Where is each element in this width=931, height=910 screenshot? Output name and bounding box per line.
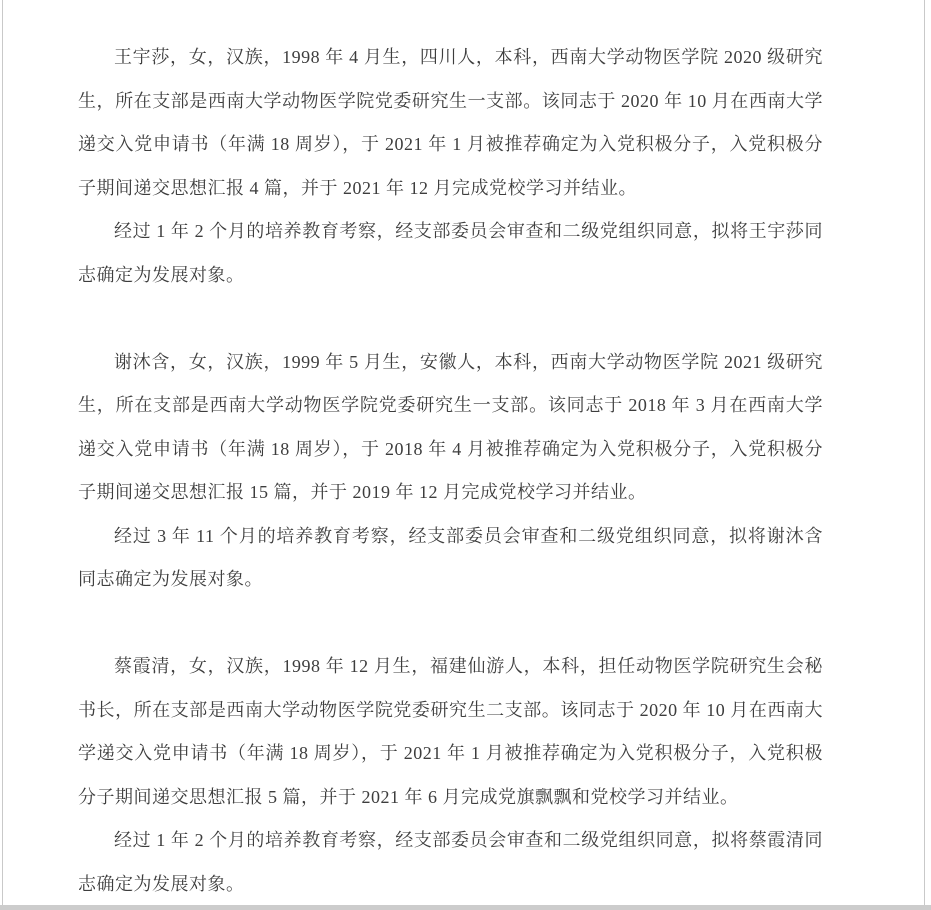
document-body bbox=[78, 36, 823, 906]
paragraph bbox=[78, 210, 823, 297]
paragraph bbox=[78, 645, 823, 819]
text-line: 分子期间递交思想汇报 5 篇，并于 2021 年 6 月完成党旗飘飘和党校学习并结业。 bbox=[78, 786, 739, 807]
record-block bbox=[78, 341, 823, 602]
text-line: 蔡霞清，女，汉族，1998 年 12 月生，福建仙游人，本科，担任动物医学院研究生会秘 bbox=[114, 656, 823, 676]
text-line: 子期间递交思想汇报 4 篇，并于 2021 年 12 月完成党校学习并结业。 bbox=[78, 177, 637, 198]
paragraph bbox=[78, 515, 823, 602]
text-line: 志确定为发展对象。 bbox=[78, 264, 245, 285]
text-line: 同志确定为发展对象。 bbox=[78, 569, 263, 589]
text-line: 生，所在支部是西南大学动物医学院党委研究生一支部。该同志于 2020 年 10 月在西南大学 bbox=[78, 90, 823, 111]
text-line: 志确定为发展对象。 bbox=[78, 873, 245, 894]
page-right-edge-line bbox=[924, 0, 925, 910]
text-line: 递交入党申请书（年满 18 周岁），于 2018 年 4 月被推荐确定为入党积极分子，入党积极分 bbox=[78, 438, 823, 459]
text-line: 学递交入党申请书（年满 18 周岁），于 2021 年 1 月被推荐确定为入党积极分子，入党积极 bbox=[78, 743, 823, 763]
text-line: 递交入党申请书（年满 18 周岁），于 2021 年 1 月被推荐确定为入党积极分子，入党积极分 bbox=[78, 134, 823, 154]
paragraph bbox=[78, 36, 823, 210]
text-line: 谢沐含，女，汉族，1999 年 5 月生，安徽人，本科，西南大学动物医学院 2021 级研究 bbox=[114, 351, 823, 372]
text-line: 生，所在支部是西南大学动物医学院党委研究生一支部。该同志于 2018 年 3 月在西南大学 bbox=[78, 395, 823, 415]
record-block bbox=[78, 645, 823, 906]
page-left-edge-line bbox=[2, 0, 3, 910]
text-line: 子期间递交思想汇报 15 篇，并于 2019 年 12 月完成党校学习并结业。 bbox=[78, 482, 647, 502]
record-block bbox=[78, 36, 823, 297]
text-line: 书长，所在支部是西南大学动物医学院党委研究生二支部。该同志于 2020 年 10 月在西南大 bbox=[78, 699, 823, 720]
text-line: 经过 1 年 2 个月的培养教育考察，经支部委员会审查和二级党组织同意，拟将王宇莎同 bbox=[114, 221, 823, 241]
text-line: 经过 1 年 2 个月的培养教育考察，经支部委员会审查和二级党组织同意，拟将蔡霞清同 bbox=[114, 830, 823, 850]
text-line: 经过 3 年 11 个月的培养教育考察，经支部委员会审查和二级党组织同意，拟将谢沐含 bbox=[114, 525, 823, 546]
paragraph bbox=[78, 819, 823, 906]
paragraph bbox=[78, 341, 823, 515]
text-line: 王宇莎，女，汉族，1998 年 4 月生，四川人，本科，西南大学动物医学院 2020 级研究 bbox=[114, 47, 823, 67]
